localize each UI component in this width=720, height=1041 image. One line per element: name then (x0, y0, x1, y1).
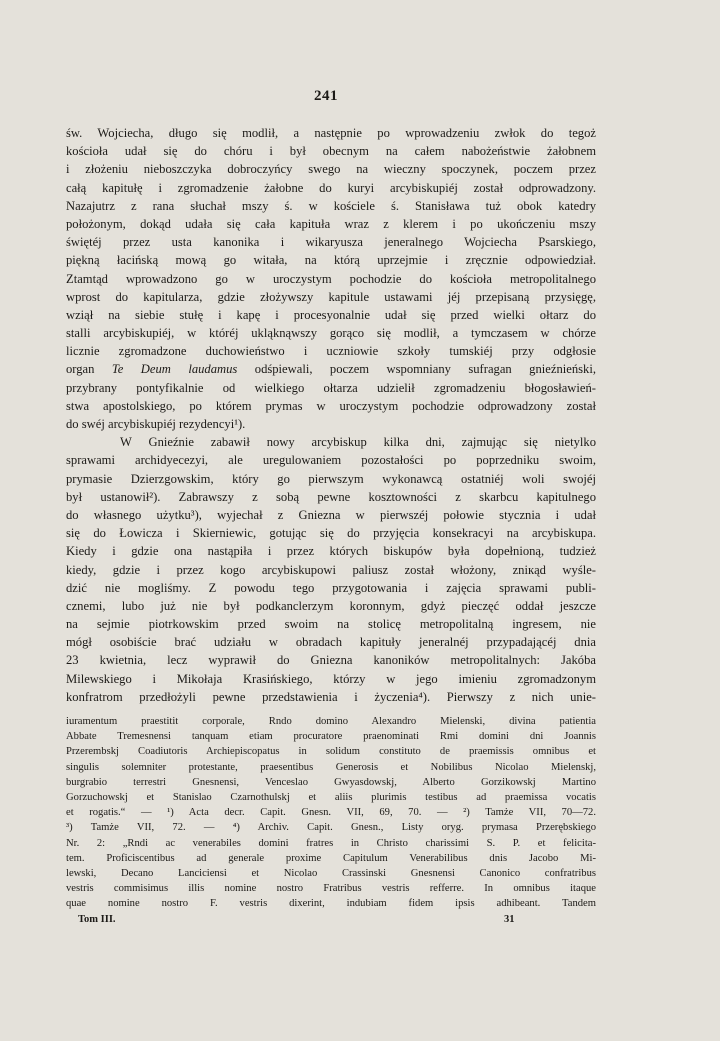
body-line: dzić nie mogliśmy. Z powodu tego przygotowania i zajęcia sprawami publi- (66, 580, 596, 595)
footnote-line: lewski, Decano Lanciciensi et Nicolao Crassinski Gnesnensi Canonico confratribus (66, 867, 596, 879)
body-line: do swéj arcybiskupiéj rezydencyi¹). (66, 417, 246, 431)
footnote-line: iuramentum praestitit corporale, Rndo domino Alexandro Mielenski, divina patientia (66, 716, 596, 727)
footnote-line: Abbate Tremesnensi tanquam etiam procuratore praenominati Rmi domini dni Joannis (66, 731, 596, 743)
footnote-line: et rogatis.“ — ¹) Acta decr. Capit. Gnesn. VII, 69, 70. — ²) Tamże VII, 70—72. (66, 807, 596, 819)
footnotes (66, 714, 596, 911)
body-line: był ustanowił²). Zabrawszy z sobą pewne kosztowności z skarbcu kapitulnego (66, 489, 596, 504)
body-line: Kiedy i gdzie ona nastąpiła i przez których biskupów była dopełnioną, tudzież (66, 544, 596, 559)
sheet-number: 31 (504, 914, 515, 925)
body-line: całą kapitułę i zgromadzenie żałobne do kuryi arcybiskupiéj został odprowadzony. (66, 180, 596, 195)
footnote-line: singulis solemniter protestante, praesentibus Generosis et Nobilibus Nicolao Mielenskj, (66, 761, 596, 773)
footnote-line: tem. Proficiscentibus ad generale proxime Capitulum Venerabilibus dnis Jacobo Mi- (66, 852, 596, 864)
body-line: przybrany pontyfikalnie od wielkiego ołtarza udzielił zgromadzeniu błogosławień- (66, 380, 596, 395)
footnote-line: ³) Tamże VII, 72. — ⁴) Archiv. Capit. Gnesn., Listy oryg. prymasa Przerębskiego (66, 822, 596, 834)
footnote-line: burgrabio terrestri Gnesnensi, Venceslao Gwyasdowskj, Alberto Gorzikowskj Martino (66, 776, 596, 788)
body-line: cznemi, lubo już nie był podkanclerzym koronnym, gdyż pieczęć oddał jeszcze (66, 598, 596, 613)
body-line: się do Łowicza i Skierniewic, gotując się do przyjęcia konsekracyi na arcybiskupa. (66, 526, 596, 541)
hymn-title: Te Deum laudamus (111, 362, 238, 377)
volume-mark: Tom III. (78, 914, 116, 925)
page-number: 241 (314, 88, 338, 104)
body-line: mógł osobiście brać udziału w obradach kapituły jeneralnéj przypadającéj dnia (66, 635, 596, 650)
body-line: Milewskiego i Mikołaja Krasińskiego, którzy w jego imieniu zgromadzonym (66, 671, 596, 686)
body-line: licznie zgromadzone duchowieństwo i uczniowie szkoły tumskiéj przy odgłosie (66, 344, 596, 359)
body-line: kiedy, gdzie i przez kogo arcybiskupowi paliusz został włożony, zniкąd wyśle- (66, 562, 596, 577)
body-text (66, 124, 596, 706)
body-line: św. Wojciecha, długo się modlił, a następnie po wprowadzeniu zwłok do tegoż (66, 126, 596, 140)
body-line: do własnego użytku³), wyjechał z Gniezna w pierwszéj połowie stycznia i udał (66, 507, 596, 522)
printer-signature (66, 914, 596, 930)
body-line: konfratrom przedłożyli pewne przedstawienia i życzenia⁴). Pierwszy z nich unie- (66, 689, 596, 704)
body-line: piękną łacińską mową go witała, na którą uprzejmie i zręcznie odpowiedział. (66, 253, 596, 268)
footnote-line: Gorzuchowskj et Stanislao Czarnothulskj et aliis plurimis testibus ad praemissa vocatis (66, 791, 596, 803)
body-line: stwa apostolskiego, po którem prymas w uroczystym pochodzie odprowadzony został (66, 398, 596, 413)
body-line: Ztamtąd wprowadzono go w uroczystym pochodzie do kościoła metropolitalnego (66, 271, 596, 286)
body-line: prymasie Dzierzgowskim, który go pierwszym wykonawcą ostatniéj woli swojéj (66, 471, 596, 486)
body-line: stalli arcybiskupiéj, w któréj ukląknąwszy gorąco się modlił, a tymczasem w chórze (66, 326, 596, 341)
footnote-line: Nr. 2: „Rndi ac venerabiles domini fratres in Christo charissimi S. P. et felicita- (66, 837, 596, 849)
footnote-line: quae nomine nostro F. vestris dixerint, indubiam fidem ipsis adhibeant. Tandem (66, 898, 596, 910)
body-line: świętéj przez usta kanonika i wikaryusza jeneralnego Wojciecha Psarskiego, (66, 235, 596, 250)
body-line: sprawami archidyecezyi, ale uregulowaniem pozostałości po poprzedniku swoim, (66, 453, 596, 468)
footnote-line: vestris commisimus illis nomine nostro Fratribus vestris refferre. In omnibus itaque (66, 883, 596, 895)
body-line-organ (66, 360, 596, 378)
body-line: na sejmie piotrkowskim przed swoim na stolicę metropolitalną ingresem, nie (66, 617, 596, 632)
organ-suffix: odśpiewali, poczem wspomniany sufragan gnieźnieński, (254, 362, 596, 377)
body-line: położonym, dokąd udała się cała kapituła wraz z klerem i po ukończeniu mszy (66, 216, 596, 231)
body-line: i złożeniu nieboszczyka dobroczyńcy swego na wieczny spoczynek, poczem przez (66, 162, 596, 177)
body-line: wziął na siebie stułę i kapę i procesyonalnie udał się przed wielki ołtarz do (66, 307, 596, 322)
body-line: wprost do kapitularza, gdzie złożywszy kapitule ustawami jéj przepisaną przysięgę, (66, 289, 596, 304)
body-line: kościoła udał się do chóru i był obecnym na całem nabożeństwie żałobnem (66, 144, 596, 159)
body-line: Nazajutrz z rana słuchał mszy ś. w kościele ś. Stanisława tuż obok katedry (66, 198, 596, 213)
footnote-line: Przerembskj Coadiutoris Archiepiscopatus in solidum constituto de praemissis omnibus et (66, 746, 596, 758)
organ-prefix: organ (66, 362, 95, 377)
paragraph-start: W Gnieźnie zabawił nowy arcybiskup kilka dni, zajmując się nietylko (120, 435, 596, 450)
body-line: 23 kwietnia, lecz wyprawił do Gniezna kanoników metropolitalnych: Jakóba (66, 653, 596, 668)
